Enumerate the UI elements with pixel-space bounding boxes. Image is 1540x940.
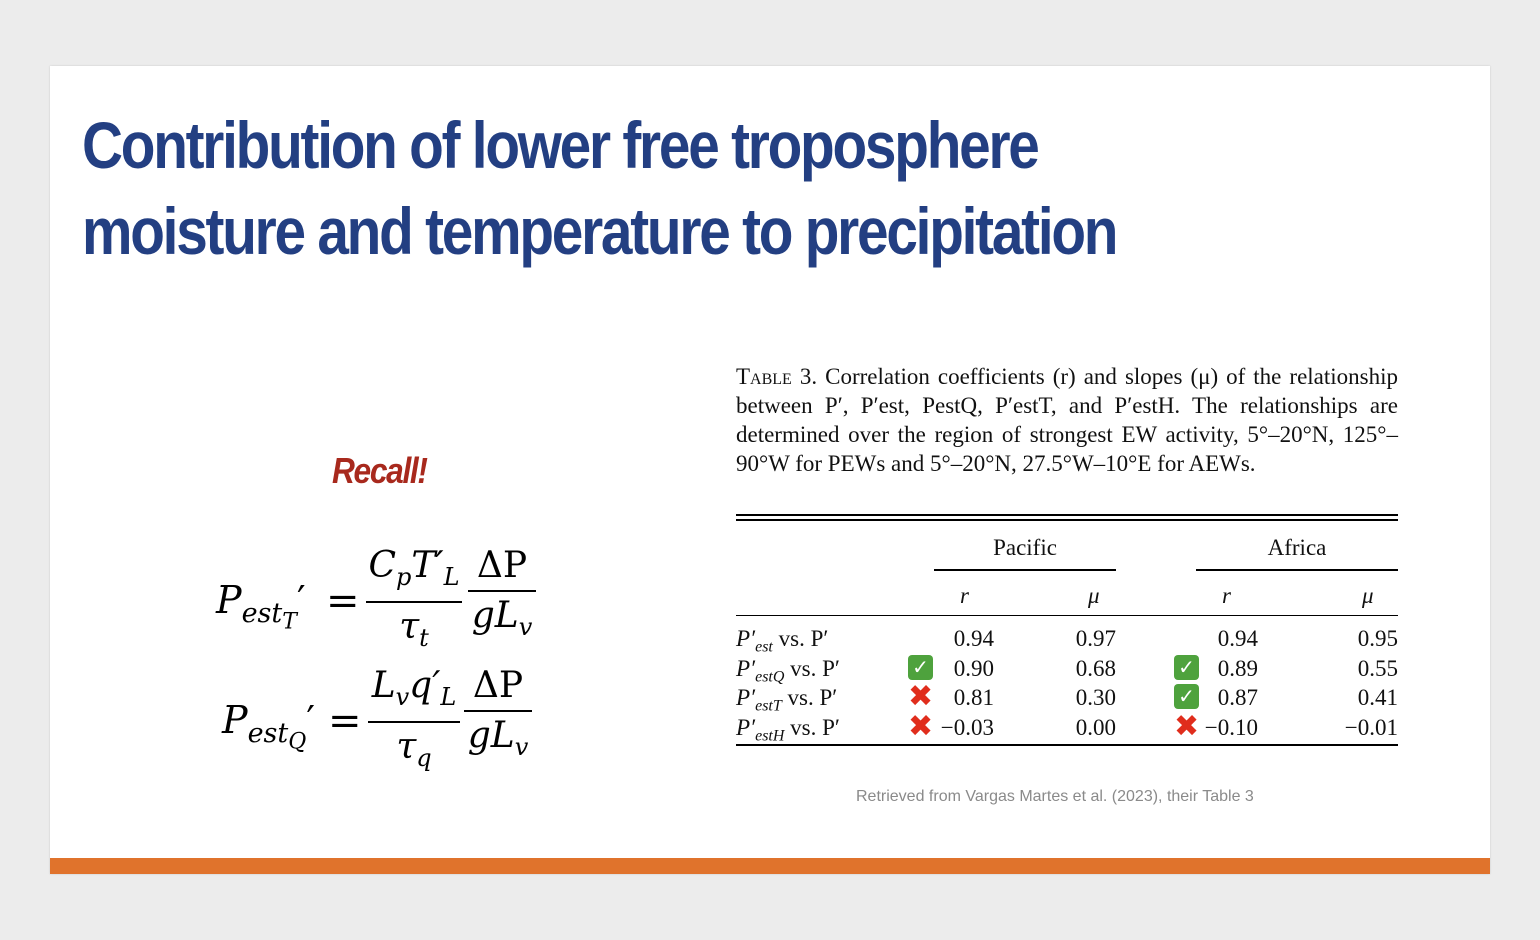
equals-sign: = (328, 698, 362, 744)
row-label: $P'_{estH}$ vs. P′ (736, 714, 840, 745)
equals-sign: = (326, 578, 360, 624)
table-subheader (736, 571, 1398, 615)
table-row (736, 708, 1398, 745)
table-top-rule (736, 514, 1398, 521)
row-label: $P'_{estT}$ vs. P′ (736, 685, 838, 715)
africa-r-value: −0.10 (1204, 714, 1258, 740)
table-row (736, 650, 1398, 686)
fraction-2: ΔP $gL_v$ (464, 664, 532, 769)
pacific-r-value: −0.03 (940, 714, 994, 740)
cross-icon: ✖ (908, 708, 934, 744)
group-africa: Africa (1196, 535, 1398, 571)
equation-lhs: $P_{est_T}'$ (216, 578, 306, 634)
africa-mu-value: 0.41 (1357, 685, 1398, 710)
equation-pest-t (216, 544, 546, 654)
table-caption-label: Table 3. (736, 364, 818, 389)
check-icon: ✓ (908, 655, 933, 680)
africa-r-value: 0.94 (1217, 626, 1258, 651)
row-label: $P'_{est}$ vs. P′ (736, 626, 829, 656)
africa-r-value: 0.89 (1217, 655, 1258, 681)
pacific-r-value: 0.90 (953, 655, 994, 681)
table-row (736, 679, 1398, 715)
group-pacific: Pacific (934, 535, 1116, 571)
slide (50, 66, 1490, 874)
subheader-pacific-mu: μ (1088, 583, 1100, 608)
pacific-mu-value: 0.68 (1075, 655, 1116, 681)
africa-r-value: 0.87 (1217, 685, 1258, 710)
fraction-2: ΔP $gL_v$ (468, 544, 536, 649)
pacific-r-value: 0.81 (953, 685, 994, 710)
fraction-1: $L_vq'_L$ $\tau_q$ (368, 664, 460, 780)
africa-mu-value: 0.55 (1357, 655, 1398, 681)
fraction-1: $C_pT'_L$ $\tau_t$ (366, 544, 462, 660)
subheader-africa-r: r (1222, 583, 1231, 608)
pacific-mu-value: 0.00 (1075, 714, 1116, 740)
source-note: Retrieved from Vargas Martes et al. (2023), their Table 3 (856, 788, 1254, 805)
accent-bar (50, 858, 1490, 874)
africa-mu-value: −0.01 (1344, 714, 1398, 740)
pacific-mu-value: 0.30 (1075, 685, 1116, 710)
slide-title: Contribution of lower free troposphere moisture and temperature to precipitation (82, 108, 1117, 268)
table-body (736, 616, 1398, 745)
cross-icon: ✖ (1174, 708, 1200, 744)
equation-pest-q (222, 664, 552, 774)
subheader-africa-mu: μ (1362, 583, 1374, 608)
pacific-r-value: 0.94 (953, 626, 994, 651)
table-caption-text: Correlation coefficients (r) and slopes (μ) of the relationship between P′, P′est, PestQ, P′estT, and P′estH. The relationships are determined over the region of strongest EW activity, 5°–20°N, 125°–90°W for PEWs and 5°–20°N, 27.5°W–10°E for AEWs. (736, 364, 1398, 476)
cross-icon: ✖ (908, 679, 934, 714)
pacific-mu-value: 0.97 (1075, 626, 1116, 651)
recall-label: Recall! (332, 450, 427, 491)
table-row (736, 620, 1398, 656)
equation-lhs: $P_{est_Q}'$ (222, 698, 315, 754)
check-icon: ✓ (1174, 655, 1199, 680)
check-icon: ✓ (1174, 684, 1199, 709)
row-label: $P'_{estQ}$ vs. P′ (736, 655, 840, 686)
table-caption (736, 362, 1398, 478)
africa-mu-value: 0.95 (1357, 626, 1398, 651)
correlation-table (736, 514, 1398, 746)
subheader-pacific-r: r (960, 583, 969, 608)
table-group-header (736, 521, 1398, 571)
